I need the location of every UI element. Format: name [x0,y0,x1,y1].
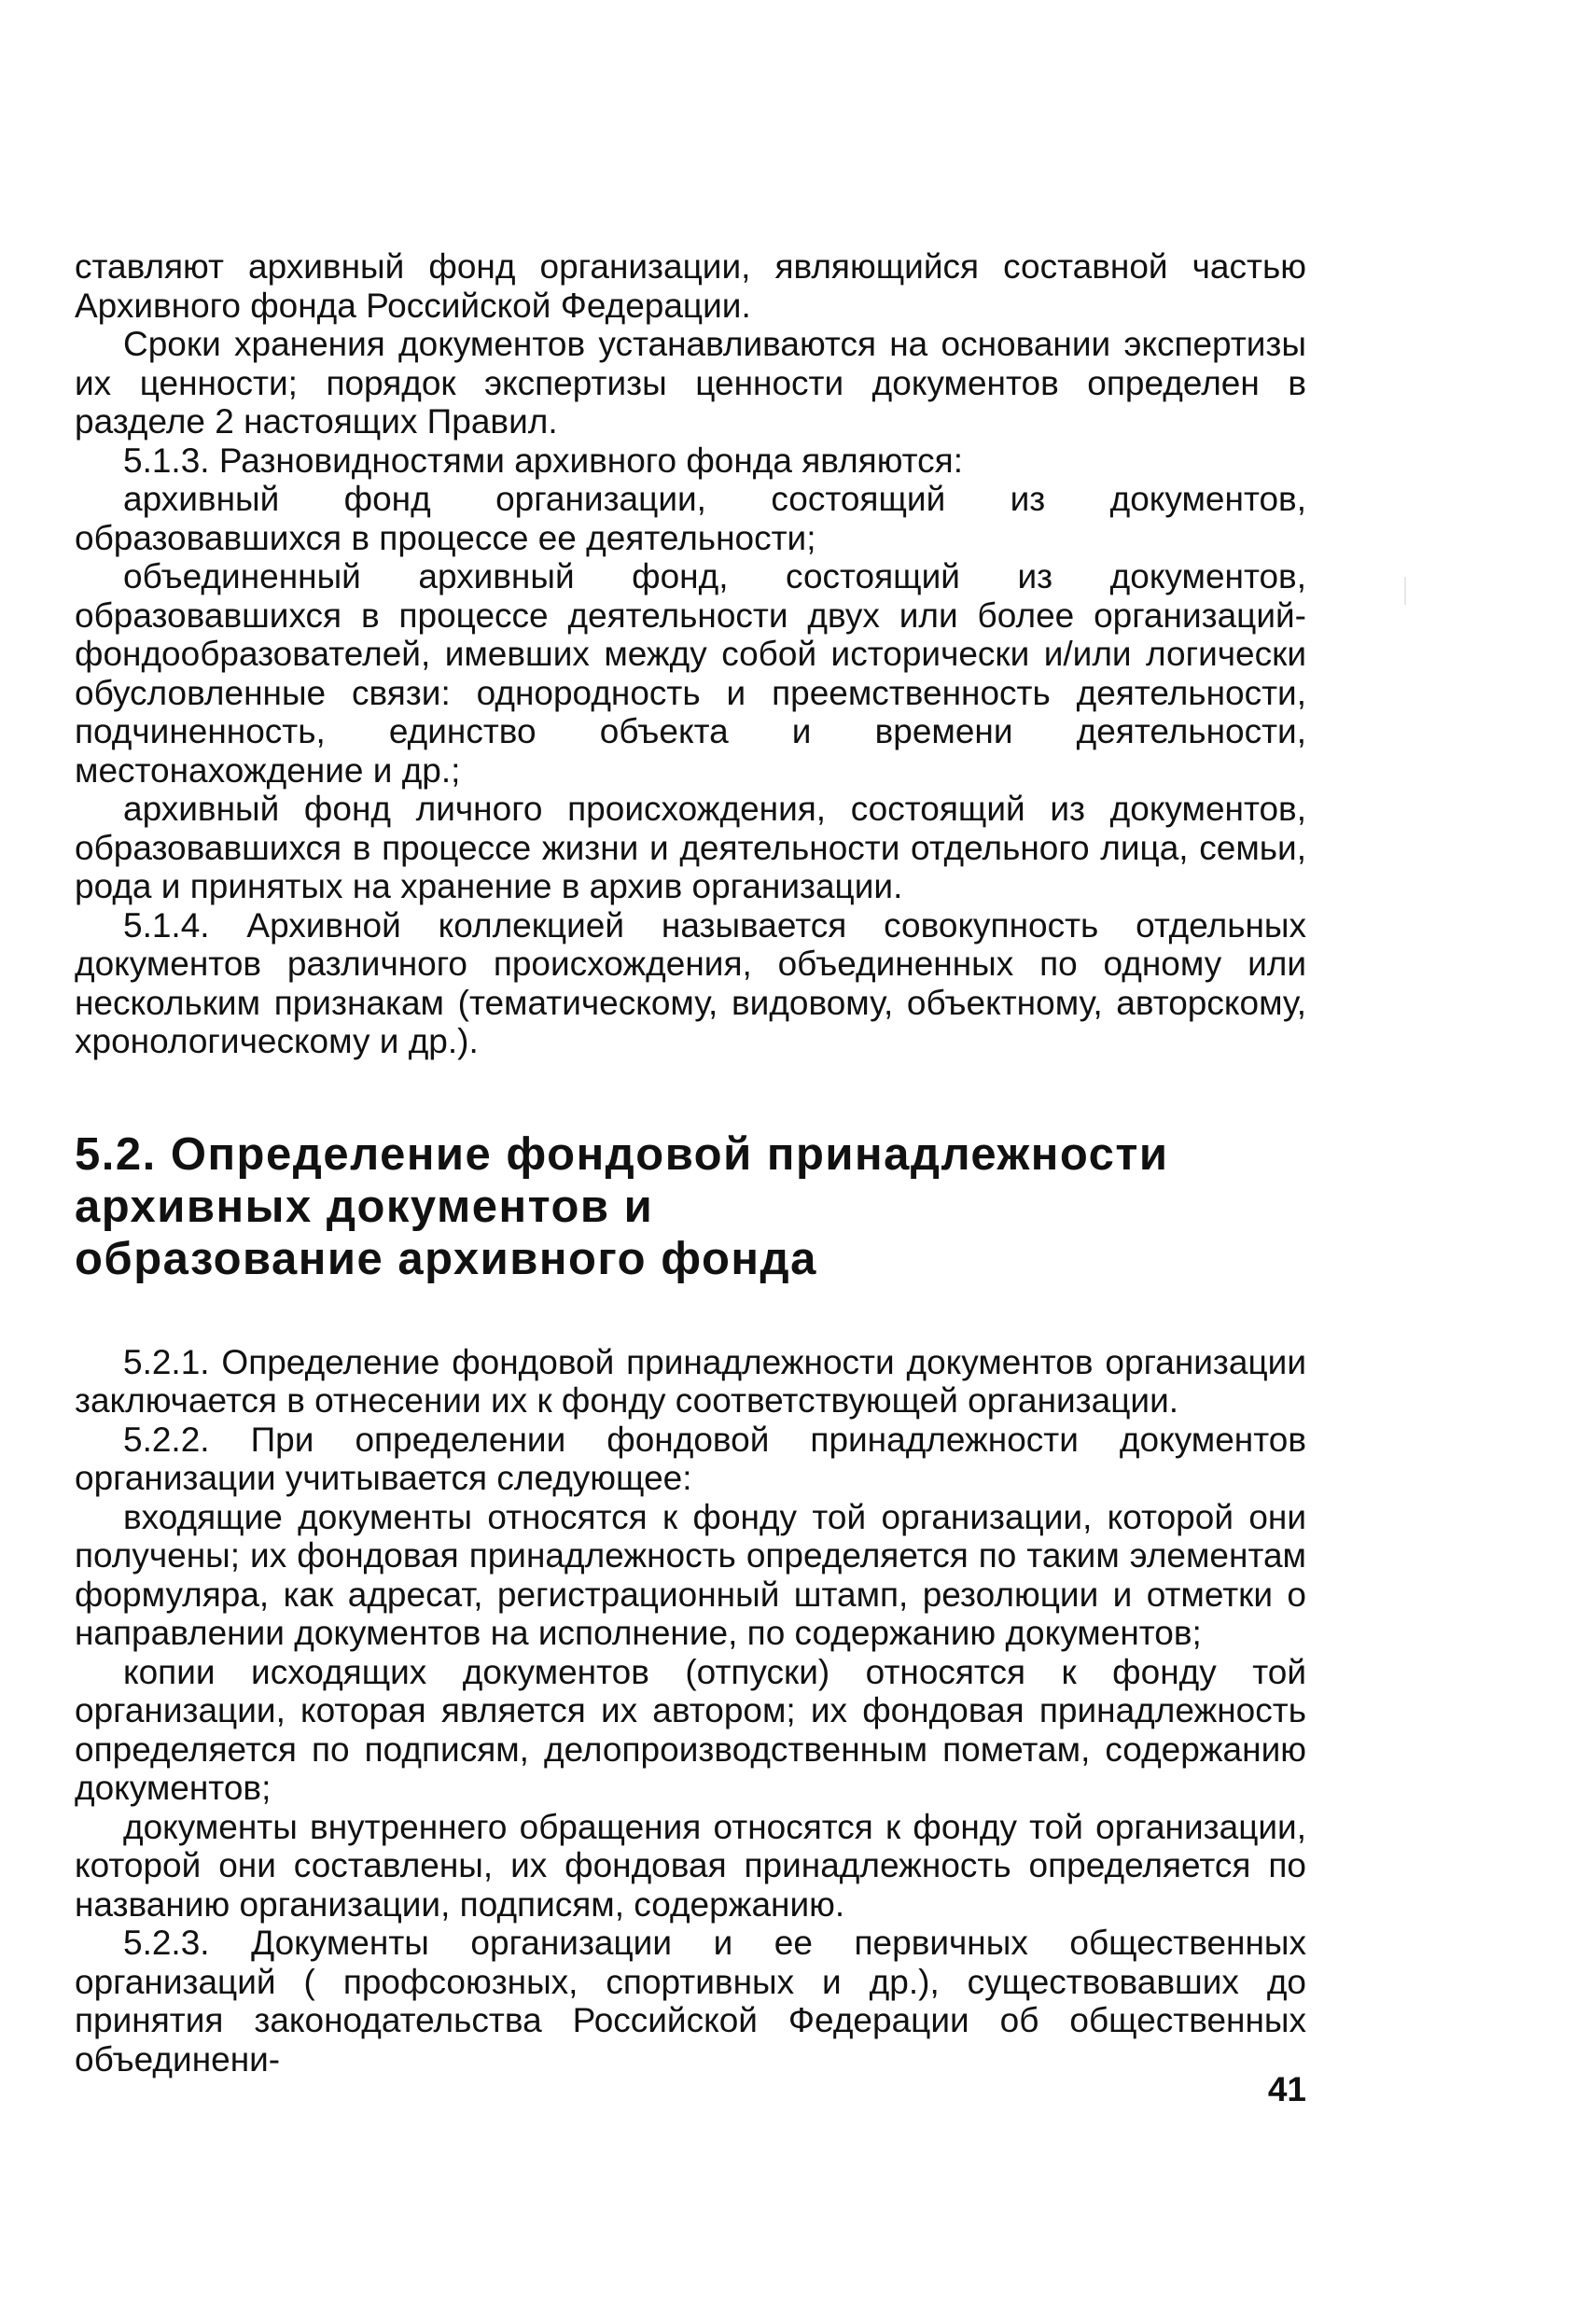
paragraph-org-fund: архивный фонд организации, состоящий из документов, образовавшихся в процессе ее деятельности; [75,480,1306,557]
paragraph-outgoing-copies: копии исходящих документов (отпуски) относятся к фонду той организации, которая является их автором; их фондовая принадлежность определяется по подписям, делопроизводственным пометам, содержанию документов; [75,1652,1306,1807]
heading-line-1: 5.2. Определение фондовой принадлежности [75,1128,1169,1180]
paragraph-storage-terms: Сроки хранения документов устанавливаются на основании экспертизы их ценности; порядок экспертизы ценности документов определен в разделе 2 настоящих Правил. [75,325,1306,441]
section-5-2-body [75,1343,1306,2079]
paragraph-5-2-1: 5.2.1. Определение фондовой принадлежности документов организации заключается в отнесении их к фонду соответствующей организации. [75,1342,1306,1420]
heading-line-3: образование архивного фонда [75,1233,817,1284]
paragraph-personal-fund: архивный фонд личного происхождения, состоящий из документов, образовавшихся в процессе жизни и деятельности отдельного лица, семьи, рода и принятых на хранение в архив организации. [75,790,1306,905]
paragraph-5-2-3: 5.2.3. Документы организации и ее первичных общественных организаций ( профсоюзных, спортивных и др.), существовавших до принятия законодательства Российской Федерации об общественных объединени- [75,1924,1306,2079]
paragraph-united-fund: объединенный архивный фонд, состоящий из документов, образовавшихся в процессе деятельности двух или более организаций-фондообразователей, имевших между собой исторически и/или логически обусловленные связи: однородность и преемственность деятельности, подчиненность, единство объекта и времени деятельности, местонахождение и др.; [75,557,1306,790]
paragraph-continuation: ставляют архивный фонд организации, являющийся составной частью Архивного фонда Российской Федерации. [75,247,1306,325]
scan-mark [1404,577,1406,605]
paragraph-5-1-4: 5.1.4. Архивной коллекцией называется совокупность отдельных документов различного происхождения, объединенных по одному или нескольким признакам (тематическому, видовому, объектному, авторскому, хронологическому и др.). [75,905,1306,1060]
paragraph-internal-docs: документы внутреннего обращения относятся к фонду той организации, которой они составлены, их фондовая принадлежность определяется по названию организации, подписям, содержанию. [75,1807,1306,1924]
document-page [75,247,1306,2079]
section-heading [75,1128,1306,1285]
page-number: 41 [1267,2070,1306,2108]
paragraph-5-2-2: 5.2.2. При определении фондовой принадлежности документов организации учитывается следующее: [75,1420,1306,1497]
paragraph-5-1-3: 5.1.3. Разновидностями архивного фонда являются: [123,441,963,480]
heading-line-2: архивных документов и [75,1181,654,1232]
section-5-1-body [75,247,1306,1061]
paragraph-incoming-docs: входящие документы относятся к фонду той организации, которой они получены; их фондовая принадлежность определяется по таким элементам формуляра, как адресат, регистрационный штамп, резолюции и отметки о направлении документов на исполнение, по содержанию документов; [75,1497,1306,1652]
